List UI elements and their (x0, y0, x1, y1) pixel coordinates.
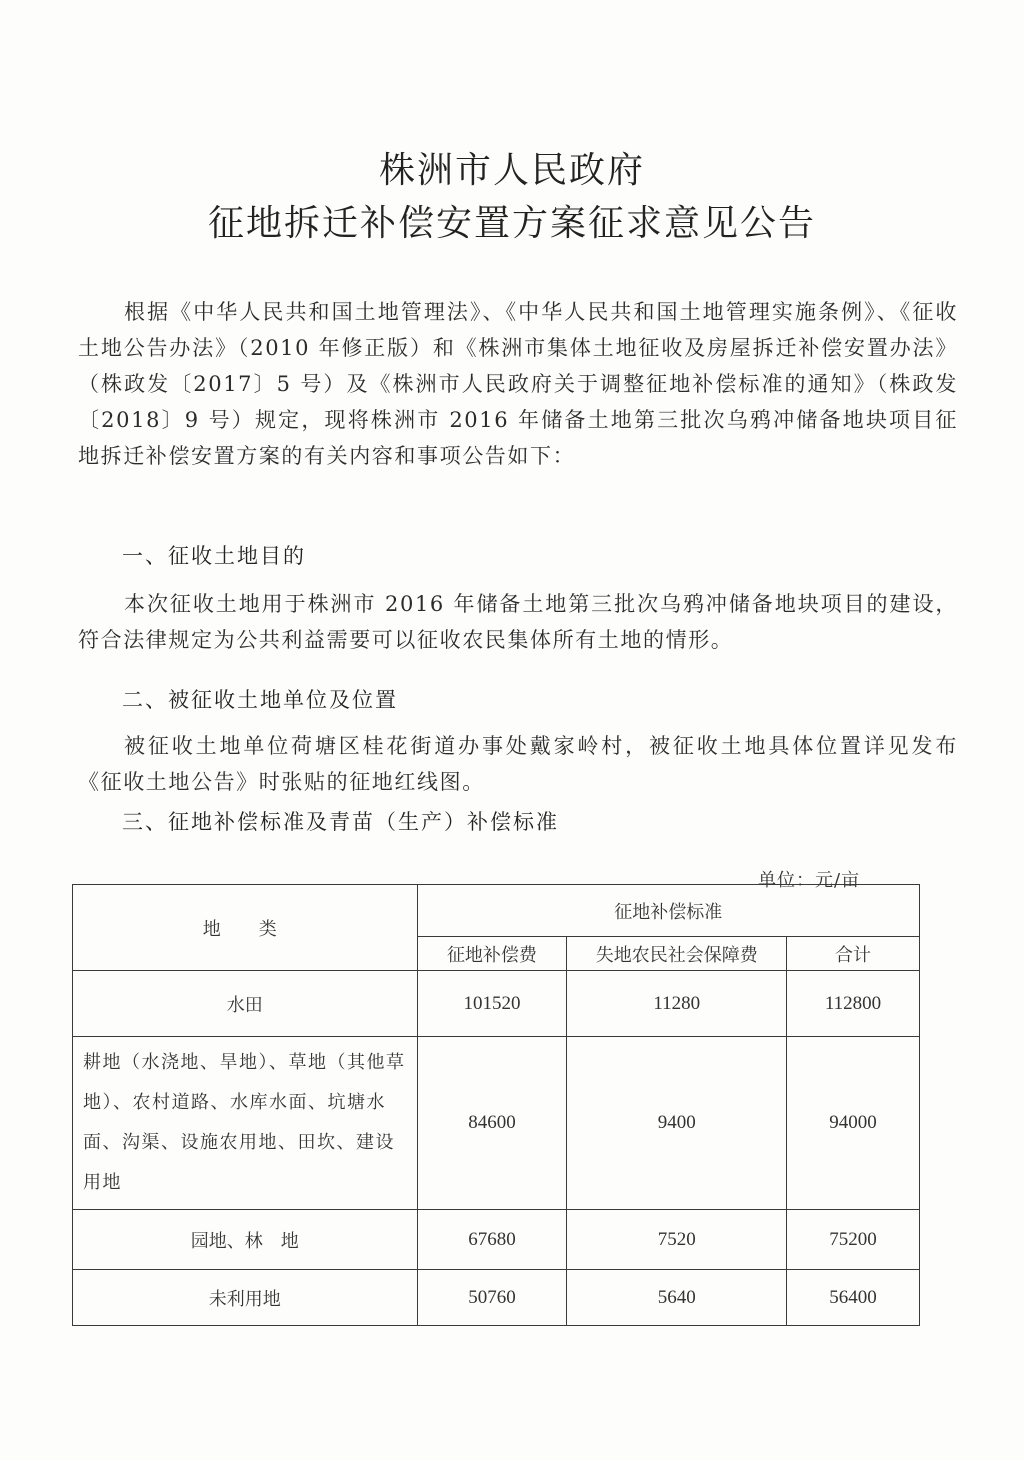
header-compensation-fee: 征地补偿费 (417, 937, 567, 971)
document-title-issuer: 株洲市人民政府 (378, 150, 645, 191)
header-total: 合计 (787, 937, 920, 971)
row-social-security: 9400 (567, 1037, 787, 1210)
row-land-type: 园地、林 地 (73, 1210, 418, 1270)
row-total: 75200 (787, 1210, 920, 1270)
row-total: 94000 (787, 1037, 920, 1210)
header-social-security: 失地农民社会保障费 (567, 937, 787, 971)
header-land-type: 地 类 (73, 885, 418, 971)
row-compensation: 50760 (417, 1270, 567, 1326)
table-row (73, 971, 920, 1037)
compensation-standards-table (72, 884, 920, 1326)
section-heading-location: 二、被征收土地单位及位置 (122, 688, 398, 712)
section-heading-purpose: 一、征收土地目的 (122, 544, 306, 568)
table-row (73, 1210, 920, 1270)
row-social-security: 5640 (567, 1270, 787, 1326)
document-title-subject: 征地拆迁补偿安置方案征求意见公告 (207, 203, 816, 244)
header-compensation-group: 征地补偿标准 (417, 885, 919, 937)
table-row (73, 1270, 920, 1326)
intro-paragraph: 根据《中华人民共和国土地管理法》、《中华人民共和国土地管理实施条例》、《征收土地公告办法》（2010 年修正版）和《株洲市集体土地征收及房屋拆迁补偿安置办法》（株政发〔2017〕5 号）及《株洲市人民政府关于调整征地补偿标准的通知》（株政发〔2018〕9 号）规定，现将株洲市 2016 年储备土地第三批次乌鸦冲储备地块项目征地拆迁补偿安置方案的有关内容和事项公告如下： (78, 300, 958, 468)
section-body-purpose: 本次征收土地用于株洲市 2016 年储备土地第三批次乌鸦冲储备地块项目的建设，符合法律规定为公共利益需要可以征收农民集体所有土地的情形。 (78, 592, 958, 652)
row-land-type: 未利用地 (73, 1270, 418, 1326)
row-compensation: 84600 (417, 1037, 567, 1210)
table-row (73, 1037, 920, 1210)
section-heading-standards: 三、征地补偿标准及青苗（生产）补偿标准 (122, 810, 559, 834)
section-body-location: 被征收土地单位荷塘区桂花街道办事处戴家岭村，被征收土地具体位置详见发布《征收土地公告》时张贴的征地红线图。 (78, 734, 958, 794)
row-compensation: 67680 (417, 1210, 567, 1270)
row-total: 56400 (787, 1270, 920, 1326)
row-land-type: 耕地（水浇地、旱地）、草地（其他草地）、农村道路、水库水面、坑塘水面、沟渠、设施农用地、田坎、建设用地 (73, 1037, 418, 1210)
row-social-security: 11280 (567, 971, 787, 1037)
unit-label: 单位：元/亩 (758, 870, 861, 891)
row-total: 112800 (787, 971, 920, 1037)
row-social-security: 7520 (567, 1210, 787, 1270)
row-compensation: 101520 (417, 971, 567, 1037)
row-land-type: 水田 (73, 971, 418, 1037)
